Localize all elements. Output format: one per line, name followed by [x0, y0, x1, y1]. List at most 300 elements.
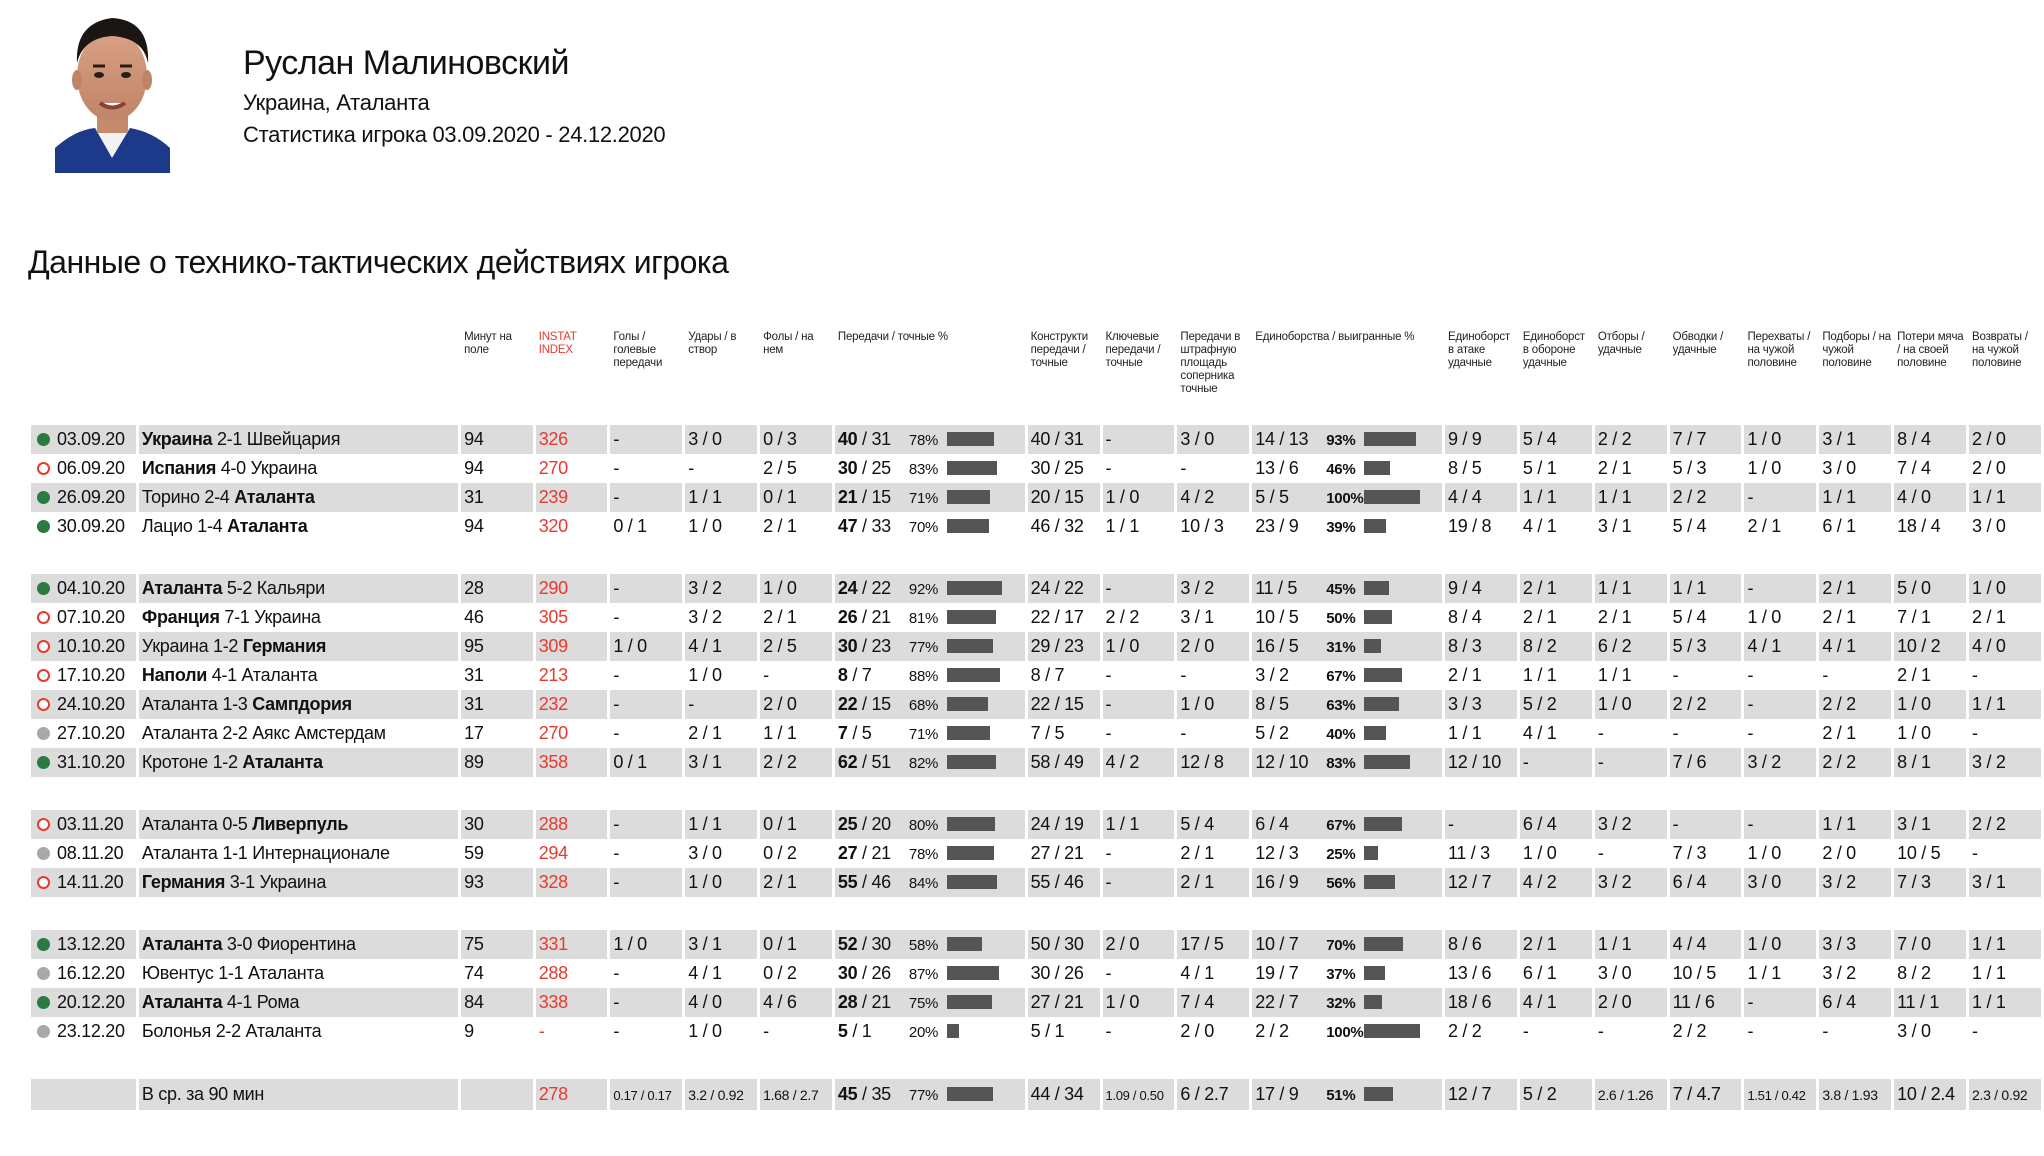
key-passes — [1103, 483, 1175, 512]
cell-value: 93 — [464, 872, 484, 892]
average-row — [31, 1079, 2041, 1110]
cell-value: 5 / 1 — [1522, 458, 1557, 478]
goals — [610, 425, 682, 454]
home-team: Болонья — [141, 1021, 211, 1041]
duels-bar — [1364, 995, 1382, 1009]
goals — [610, 1079, 682, 1110]
match-date — [31, 930, 136, 959]
defense-duels — [1520, 839, 1592, 868]
draw-icon — [37, 967, 50, 980]
cell-value: 2 / 5 — [763, 636, 797, 656]
header-defense-duels: Единоборст в обороне удачные — [1522, 331, 1585, 369]
tackles — [1595, 483, 1667, 512]
defense-duels — [1520, 690, 1592, 719]
cell-value: 3 / 2 — [1180, 578, 1214, 598]
cell-value: 6 / 4 — [1672, 872, 1707, 892]
cell-value: 3.8 / 1.93 — [1822, 1087, 1878, 1103]
cell-value: 338 — [538, 992, 568, 1012]
defense-duels — [1520, 483, 1592, 512]
attack-duels — [1445, 512, 1517, 541]
instat-index — [536, 632, 608, 661]
key-passes — [1103, 512, 1175, 541]
passes-bar — [947, 519, 989, 533]
fouls — [760, 425, 832, 454]
shots — [685, 930, 757, 959]
ball-losses — [1894, 512, 1966, 541]
match-date — [31, 603, 136, 632]
defense-duels — [1520, 810, 1592, 839]
match-date — [31, 1017, 136, 1046]
defense-duels — [1520, 574, 1592, 603]
fouls — [760, 868, 832, 897]
passes-count: 30 / 26 — [837, 963, 891, 983]
duels-count: 16 / 9 — [1255, 872, 1299, 892]
minutes — [461, 810, 533, 839]
cell-value: 16.12.20 — [57, 963, 125, 983]
cell-value: - — [1180, 723, 1187, 743]
cell-value: 3 / 2 — [1597, 814, 1632, 834]
returns — [1969, 930, 2041, 959]
cell-value: 29 / 23 — [1030, 636, 1084, 656]
score: 1-4 — [197, 516, 228, 536]
win-icon — [37, 491, 50, 504]
ball-losses — [1894, 632, 1966, 661]
dribbles — [1670, 454, 1742, 483]
away-team: Украина — [250, 458, 318, 478]
shots — [685, 988, 757, 1017]
dribbles — [1670, 868, 1742, 897]
returns — [1969, 988, 2041, 1017]
stats-table — [28, 325, 2044, 1110]
ball-losses — [1894, 959, 1966, 988]
duels — [1252, 661, 1442, 690]
match-name — [139, 574, 458, 603]
cell-value: - — [763, 665, 769, 685]
cell-value: 2 / 1 — [1822, 723, 1856, 743]
cell-value: 2 / 2 — [1105, 607, 1140, 627]
minutes — [461, 1079, 533, 1110]
duels-count: 12 / 10 — [1255, 752, 1309, 772]
loss-icon — [37, 818, 50, 831]
passes-pct: 20% — [908, 1024, 939, 1041]
fouls — [760, 959, 832, 988]
stats-period: Статистика игрока 03.09.2020 - 24.12.2020 — [243, 122, 666, 147]
match-row — [31, 839, 2041, 868]
duels — [1252, 988, 1442, 1017]
minutes — [461, 1017, 533, 1046]
minutes — [461, 719, 533, 748]
cell-value: 8 / 7 — [1030, 665, 1065, 685]
constructive-passes — [1028, 512, 1100, 541]
cell-value: - — [613, 487, 620, 507]
cell-value: 294 — [538, 843, 568, 863]
goals — [610, 810, 682, 839]
key-passes — [1103, 603, 1175, 632]
passes-pct: 88% — [908, 668, 939, 685]
ball-losses — [1894, 719, 1966, 748]
duels — [1252, 632, 1442, 661]
recoveries — [1819, 690, 1891, 719]
instat-index — [536, 868, 608, 897]
cell-value: 2 / 2 — [1822, 752, 1856, 772]
passes — [835, 1017, 1025, 1046]
header-returns: Возвраты / на чужой половине — [1972, 331, 2028, 369]
box-passes — [1177, 868, 1249, 897]
shots — [685, 868, 757, 897]
score: 3-0 — [226, 934, 257, 954]
goals — [610, 719, 682, 748]
win-icon — [37, 756, 50, 769]
constructive-passes — [1028, 483, 1100, 512]
passes-count: 62 / 51 — [837, 752, 891, 772]
duels-bar — [1364, 610, 1392, 624]
away-team: Германия — [242, 636, 327, 656]
defense-duels — [1520, 988, 1592, 1017]
passes-pct: 78% — [908, 432, 939, 449]
duels-bar — [1364, 817, 1402, 831]
cell-value: 1 / 0 — [1522, 843, 1557, 863]
cell-value: 288 — [538, 814, 568, 834]
away-team: Аталанта — [248, 963, 324, 983]
cell-value: 2 / 1 — [1180, 872, 1214, 892]
cell-value: 2.3 / 0.92 — [1972, 1087, 2028, 1103]
cell-value: 12 / 7 — [1447, 1084, 1492, 1104]
dribbles — [1670, 959, 1742, 988]
cell-value: 7 / 0 — [1897, 934, 1931, 954]
passes — [835, 512, 1025, 541]
interceptions — [1744, 574, 1816, 603]
attack-duels — [1445, 483, 1517, 512]
passes-bar — [947, 432, 994, 446]
cell-value: - — [1105, 458, 1112, 478]
returns — [1969, 748, 2041, 777]
match-date — [31, 574, 136, 603]
box-passes — [1177, 483, 1249, 512]
interceptions — [1744, 1079, 1816, 1110]
cell-value: 2 / 1 — [1747, 516, 1781, 536]
passes — [835, 719, 1025, 748]
recoveries — [1819, 810, 1891, 839]
cell-value: - — [1597, 843, 1604, 863]
box-passes — [1177, 632, 1249, 661]
cell-value: 8 / 4 — [1447, 607, 1482, 627]
away-team: Швейцария — [246, 429, 341, 449]
match-row — [31, 988, 2041, 1017]
fouls — [760, 603, 832, 632]
duels-count: 14 / 13 — [1255, 429, 1309, 449]
passes — [835, 661, 1025, 690]
cell-value: 8 / 1 — [1897, 752, 1931, 772]
match-row — [31, 1017, 2041, 1046]
cell-value: 6 / 4 — [1522, 814, 1557, 834]
win-icon — [37, 433, 50, 446]
cell-value: 3 / 1 — [688, 752, 722, 772]
passes-bar — [947, 937, 982, 951]
constructive-passes — [1028, 959, 1100, 988]
home-team: Торино — [141, 487, 200, 507]
duels — [1252, 454, 1442, 483]
passes-count: 24 / 22 — [837, 578, 891, 598]
cell-value: 03.11.20 — [57, 814, 124, 834]
constructive-passes — [1028, 603, 1100, 632]
cell-value: - — [613, 578, 620, 598]
match-date — [31, 810, 136, 839]
cell-value: 2 / 2 — [1822, 694, 1856, 714]
tackles — [1595, 603, 1667, 632]
cell-value: 17.10.20 — [57, 665, 125, 685]
away-team: Аякс Амстердам — [252, 723, 386, 743]
match-name — [139, 748, 458, 777]
attack-duels — [1445, 930, 1517, 959]
cell-value: 04.10.20 — [57, 578, 125, 598]
tackles — [1595, 661, 1667, 690]
minutes — [461, 483, 533, 512]
duels-bar — [1364, 432, 1416, 446]
cell-value: - — [613, 723, 620, 743]
duels — [1252, 930, 1442, 959]
cell-value: 22 / 15 — [1030, 694, 1084, 714]
key-passes — [1103, 454, 1175, 483]
cell-value: - — [1747, 814, 1754, 834]
shots — [685, 959, 757, 988]
interceptions — [1744, 1017, 1816, 1046]
home-team: Аталанта — [141, 723, 218, 743]
away-team: Украина — [259, 872, 327, 892]
interceptions — [1744, 661, 1816, 690]
cell-value: 3 / 0 — [688, 429, 722, 449]
passes-total: 62 — [837, 752, 858, 772]
score: 1-1 — [222, 843, 253, 863]
loss-icon — [37, 669, 50, 682]
cell-value: - — [538, 1021, 545, 1041]
match-name — [139, 719, 458, 748]
duels-count: 22 / 7 — [1255, 992, 1299, 1012]
cell-value: 5 / 2 — [1522, 694, 1557, 714]
attack-duels — [1445, 661, 1517, 690]
instat-index — [536, 1017, 608, 1046]
key-passes — [1103, 1017, 1175, 1046]
recoveries — [1819, 1079, 1891, 1110]
goals — [610, 690, 682, 719]
header-minutes: Минут на поле — [464, 331, 512, 356]
returns — [1969, 839, 2041, 868]
attack-duels — [1445, 988, 1517, 1017]
passes-pct: 58% — [908, 937, 939, 954]
cell-value: - — [1672, 814, 1679, 834]
cell-value: 320 — [538, 516, 568, 536]
passes-bar — [947, 875, 997, 889]
duels-count: 5 / 2 — [1255, 723, 1289, 743]
cell-value: 2 / 2 — [1672, 694, 1707, 714]
duels — [1252, 1079, 1442, 1110]
instat-index — [536, 719, 608, 748]
constructive-passes — [1028, 1079, 1100, 1110]
dribbles — [1670, 930, 1742, 959]
passes — [835, 483, 1025, 512]
loss-icon — [37, 462, 50, 475]
cell-value: 2 / 1 — [688, 723, 722, 743]
cell-value: 55 / 46 — [1030, 872, 1084, 892]
section-title: Данные о технико-тактических действиях игрока — [28, 244, 729, 280]
cell-value: 3 / 1 — [688, 934, 722, 954]
cell-value: 3 / 0 — [1597, 963, 1632, 983]
cell-value: 8 / 3 — [1447, 636, 1482, 656]
cell-value: 2 / 0 — [1105, 934, 1140, 954]
ball-losses — [1894, 748, 1966, 777]
draw-icon — [37, 847, 50, 860]
cell-value: 2 / 1 — [1897, 665, 1931, 685]
passes-total: 8 — [837, 665, 848, 685]
home-team: Лацио — [141, 516, 193, 536]
cell-value: 4 / 1 — [688, 963, 722, 983]
passes — [835, 425, 1025, 454]
cell-value: 1.09 / 0.50 — [1105, 1088, 1164, 1103]
ball-losses — [1894, 810, 1966, 839]
duels-pct: 31% — [1326, 639, 1356, 656]
cell-value: 4 / 4 — [1672, 934, 1707, 954]
key-passes — [1103, 574, 1175, 603]
constructive-passes — [1028, 661, 1100, 690]
cell-value: 270 — [538, 723, 568, 743]
attack-duels — [1445, 632, 1517, 661]
group-spacer — [31, 1046, 2041, 1079]
attack-duels — [1445, 690, 1517, 719]
shots — [685, 603, 757, 632]
passes-count: 27 / 21 — [837, 843, 891, 863]
cell-value: - — [1522, 1021, 1529, 1041]
cell-value: - — [1747, 723, 1754, 743]
key-passes — [1103, 748, 1175, 777]
constructive-passes — [1028, 839, 1100, 868]
away-team: Украина — [254, 607, 321, 627]
recoveries — [1819, 930, 1891, 959]
goals — [610, 959, 682, 988]
cell-value: 6 / 2 — [1597, 636, 1632, 656]
cell-value: 1 / 0 — [1105, 487, 1140, 507]
interceptions — [1744, 868, 1816, 897]
cell-value: 12 / 10 — [1447, 752, 1501, 772]
cell-value: 7 / 4 — [1897, 458, 1931, 478]
cell-value: - — [613, 458, 620, 478]
duels — [1252, 574, 1442, 603]
duels — [1252, 959, 1442, 988]
recoveries — [1819, 988, 1891, 1017]
interceptions — [1744, 512, 1816, 541]
duels-count: 10 / 7 — [1255, 934, 1299, 954]
dribbles — [1670, 810, 1742, 839]
score: 5-2 — [226, 578, 257, 598]
cell-value: 1 / 1 — [1972, 487, 2006, 507]
cell-value: - — [613, 843, 620, 863]
cell-value: 7 / 7 — [1672, 429, 1707, 449]
cell-value: - — [1105, 963, 1112, 983]
cell-value: 5 / 3 — [1672, 458, 1707, 478]
cell-value: 4 / 2 — [1180, 487, 1214, 507]
box-passes — [1177, 603, 1249, 632]
cell-value: 6 / 1 — [1522, 963, 1557, 983]
cell-value: 2 / 1 — [1522, 578, 1557, 598]
away-team: Ливерпуль — [252, 814, 349, 834]
tackles — [1595, 690, 1667, 719]
passes-pct: 84% — [908, 875, 939, 892]
constructive-passes — [1028, 454, 1100, 483]
shots — [685, 810, 757, 839]
player-team: Украина, Аталанта — [243, 90, 430, 115]
recoveries — [1819, 603, 1891, 632]
duels-pct: 100% — [1326, 490, 1364, 507]
goals — [610, 574, 682, 603]
match-date — [31, 454, 136, 483]
dribbles — [1670, 690, 1742, 719]
returns — [1969, 661, 2041, 690]
passes-pct: 82% — [908, 755, 939, 772]
cell-value: 270 — [538, 458, 568, 478]
cell-value: 4 / 1 — [1747, 636, 1781, 656]
recoveries — [1819, 1017, 1891, 1046]
ball-losses — [1894, 839, 1966, 868]
goals — [610, 603, 682, 632]
defense-duels — [1520, 719, 1592, 748]
cell-value: - — [1747, 665, 1754, 685]
duels-bar — [1364, 668, 1402, 682]
header-interceptions: Перехваты / на чужой половине — [1747, 331, 1811, 369]
home-team: Украина — [141, 429, 213, 449]
passes-count: 26 / 21 — [837, 607, 891, 627]
passes-bar — [947, 581, 1002, 595]
cell-value: 4 / 1 — [1180, 963, 1214, 983]
match-row — [31, 483, 2041, 512]
shots — [685, 839, 757, 868]
minutes — [461, 603, 533, 632]
header-fouls: Фолы / на нем — [763, 331, 814, 356]
instat-index — [536, 810, 608, 839]
cell-value: 3 / 1 — [1822, 429, 1856, 449]
constructive-passes — [1028, 690, 1100, 719]
cell-value: 30 / 25 — [1030, 458, 1084, 478]
goals — [610, 661, 682, 690]
match-date — [31, 512, 136, 541]
instat-index — [536, 988, 608, 1017]
cell-value: 3 / 1 — [1897, 814, 1931, 834]
dribbles — [1670, 574, 1742, 603]
match-name — [139, 868, 458, 897]
tackles — [1595, 839, 1667, 868]
match-name — [139, 839, 458, 868]
duels-pct: 50% — [1326, 610, 1356, 627]
match-date — [31, 988, 136, 1017]
cell-value: 4 / 6 — [763, 992, 797, 1012]
attack-duels — [1445, 425, 1517, 454]
passes — [835, 748, 1025, 777]
tackles — [1595, 425, 1667, 454]
cell-value: 3 / 3 — [1447, 694, 1482, 714]
defense-duels — [1520, 425, 1592, 454]
cell-value: 5 / 2 — [1522, 1084, 1557, 1104]
cell-value: 2 / 5 — [763, 458, 797, 478]
cell-value: 30 / 26 — [1030, 963, 1084, 983]
ball-losses — [1894, 603, 1966, 632]
dribbles — [1670, 839, 1742, 868]
cell-value: 2 / 0 — [1180, 636, 1214, 656]
cell-value: 46 — [464, 607, 484, 627]
shots — [685, 483, 757, 512]
passes-bar — [947, 817, 995, 831]
instat-index — [536, 690, 608, 719]
match-name — [139, 603, 458, 632]
cell-value: 1 / 0 — [1897, 694, 1931, 714]
cell-value: 58 / 49 — [1030, 752, 1084, 772]
cell-value: 1 / 0 — [613, 934, 647, 954]
